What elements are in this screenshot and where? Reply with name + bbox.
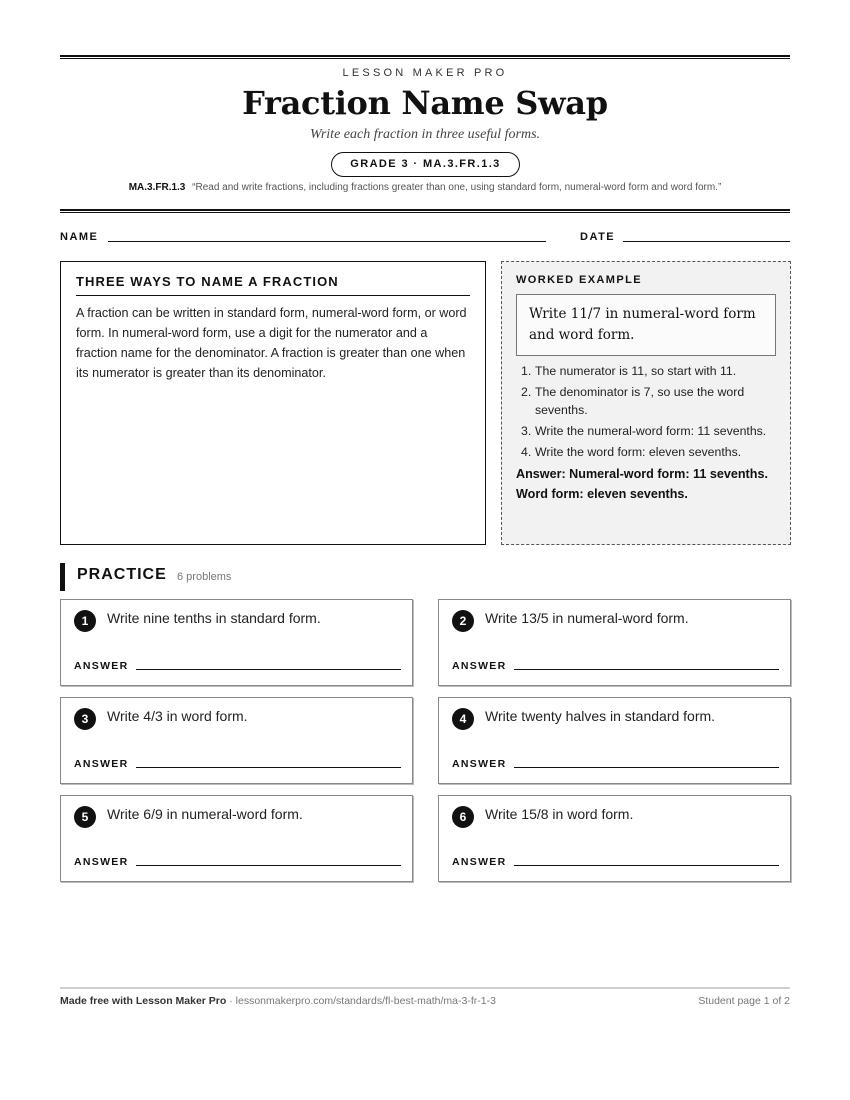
standard-statement (0, 182, 850, 193)
answer-field[interactable] (514, 669, 779, 670)
worked-step: 4. Write the word form: eleven sevenths. (521, 445, 742, 459)
worked-example-answer: Answer: Numeral-word form: 11 sevenths. Word form: eleven sevenths. (516, 467, 768, 501)
problem-number-badge: 2 (452, 610, 474, 632)
answer-label: ANSWER (74, 660, 129, 672)
answer-label: ANSWER (74, 758, 129, 770)
footer-separator: · (226, 995, 236, 1007)
worked-example-box (501, 261, 791, 545)
worked-example-prompt: Write 11/7 in numeral-word form and word form. (516, 294, 776, 356)
answer-field[interactable] (514, 865, 779, 866)
problem-number-badge: 4 (452, 708, 474, 730)
page-subtitle: Write each fraction in three useful forms. (309, 127, 541, 142)
header-bottom-rule (60, 209, 790, 213)
practice-title: PRACTICE (77, 566, 167, 583)
problem-question: Write nine tenths in standard form. (107, 610, 321, 626)
date-field[interactable] (623, 241, 790, 242)
worked-example-steps (516, 362, 776, 461)
brand-name: LESSON MAKER PRO (342, 67, 508, 79)
concept-box (60, 261, 486, 545)
practice-accent-bar (60, 563, 65, 591)
page-title: Fraction Name Swap (242, 84, 608, 122)
problem-card (60, 599, 413, 686)
name-field[interactable] (108, 241, 546, 242)
problem-card (438, 697, 791, 784)
problem-question: Write 13/5 in numeral-word form. (485, 610, 689, 626)
footer-credit (60, 995, 496, 1007)
problem-number-badge: 6 (452, 806, 474, 828)
problem-question: Write 6/9 in numeral-word form. (107, 806, 303, 822)
answer-label: ANSWER (452, 660, 507, 672)
answer-label: ANSWER (452, 856, 507, 868)
problem-card (438, 599, 791, 686)
answer-field[interactable] (136, 865, 401, 866)
answer-field[interactable] (136, 669, 401, 670)
footer-url[interactable]: lessonmakerpro.com/standards/fl-best-math/ma-3-fr-1-3 (235, 995, 496, 1007)
date-label: DATE (580, 231, 616, 243)
answer-field[interactable] (136, 767, 401, 768)
problem-question: Write 4/3 in word form. (107, 708, 248, 724)
header-top-rule (60, 55, 790, 59)
answer-label: ANSWER (452, 758, 507, 770)
problem-question: Write 15/8 in word form. (485, 806, 634, 822)
answer-field[interactable] (514, 767, 779, 768)
problem-number-badge: 5 (74, 806, 96, 828)
worked-step: 3. Write the numeral-word form: 11 sevenths. (521, 424, 767, 438)
footer-page-number: Student page 1 of 2 (698, 995, 790, 1007)
worked-step: 1. The numerator is 11, so start with 11. (521, 364, 737, 378)
practice-count: 6 problems (177, 571, 232, 583)
name-label: NAME (60, 231, 99, 243)
worked-step: 2. The denominator is 7, so use the word sevenths. (521, 385, 745, 417)
standard-code: MA.3.FR.1.3 (128, 182, 186, 193)
footer-rule (60, 987, 790, 989)
concept-title: THREE WAYS TO NAME A FRACTION (76, 274, 470, 296)
standard-text: “Read and write fractions, including fractions greater than one, using standard form, numeral-word form and word form.” (192, 182, 722, 193)
problem-card (60, 697, 413, 784)
worked-example-title: WORKED EXAMPLE (516, 274, 642, 286)
problem-card (60, 795, 413, 882)
problem-number-badge: 1 (74, 610, 96, 632)
footer-made-with: Made free with Lesson Maker Pro (60, 995, 227, 1007)
answer-label: ANSWER (74, 856, 129, 868)
grade-badge: GRADE 3 · MA.3.FR.1.3 (331, 152, 520, 177)
concept-text: A fraction can be written in standard form, numeral-word form, or word form. In numeral-word form, use a digit for the numerator and a fraction name for the denominator. A fraction is greater than one when its numerator is greater than its denominator. (76, 306, 467, 380)
problem-card (438, 795, 791, 882)
problem-question: Write twenty halves in standard form. (485, 708, 716, 724)
problem-number-badge: 3 (74, 708, 96, 730)
